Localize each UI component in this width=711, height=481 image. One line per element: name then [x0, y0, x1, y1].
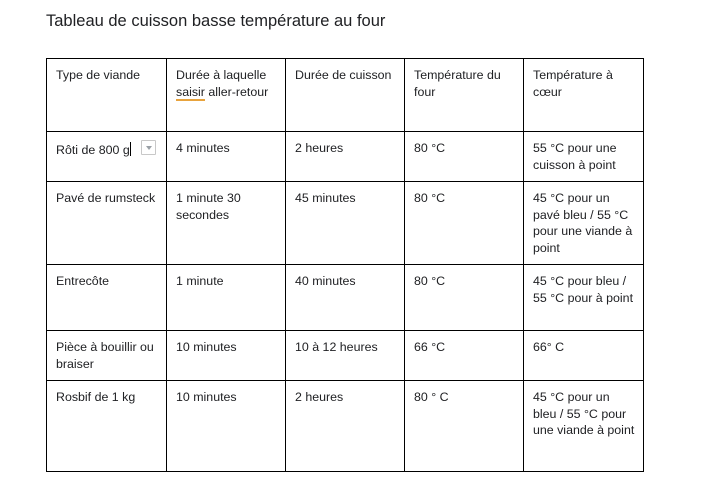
cell-meat-type[interactable] [47, 182, 167, 265]
column-header-cooking-duration[interactable] [286, 59, 405, 132]
cell-sear-duration[interactable] [167, 182, 286, 265]
sear-duration-value: 4 minutes [176, 141, 230, 155]
cell-oven-temperature[interactable] [405, 265, 524, 331]
cell-sear-duration[interactable] [167, 265, 286, 331]
oven-temperature-value: 80 °C [414, 191, 446, 205]
core-temperature-value: 55 °C pour une cuisson à point [533, 141, 617, 172]
header-label: Température du four [414, 68, 501, 99]
core-temperature-value: 45 °C pour bleu / 55 °C pour à point [533, 274, 634, 305]
table-row [47, 132, 644, 182]
table-header-row [47, 59, 644, 132]
page-title: Tableau de cuisson basse température au four [46, 12, 386, 30]
cooking-duration-value: 2 heures [295, 390, 344, 404]
table-row [47, 182, 644, 265]
cell-meat-type[interactable] [47, 381, 167, 472]
meat-type-value: Entrecôte [56, 274, 110, 288]
cell-oven-temperature[interactable] [405, 182, 524, 265]
cell-sear-duration[interactable] [167, 381, 286, 472]
core-temperature-value: 45 °C pour un pavé bleu / 55 °C pour une viande à point [533, 191, 633, 255]
cell-cooking-duration[interactable] [286, 265, 405, 331]
core-temperature-value: 45 °C pour un bleu / 55 °C pour une viande à point [533, 390, 635, 437]
cooking-table [46, 58, 644, 472]
cell-cooking-duration[interactable] [286, 381, 405, 472]
meat-type-value: Rosbif de 1 kg [56, 390, 136, 404]
cooking-duration-value: 10 à 12 heures [295, 340, 378, 354]
cell-oven-temperature[interactable] [405, 331, 524, 381]
cell-sear-duration[interactable] [167, 132, 286, 182]
core-temperature-value: 66° C [533, 340, 565, 354]
cooking-duration-value: 45 minutes [295, 191, 356, 205]
sear-duration-value: 1 minute [176, 274, 224, 288]
cell-meat-type[interactable] [47, 331, 167, 381]
cell-meat-type[interactable] [47, 132, 167, 182]
cooking-table-container [46, 58, 643, 472]
cooking-duration-value: 2 heures [295, 141, 344, 155]
cell-core-temperature[interactable] [524, 331, 644, 381]
cell-cooking-duration[interactable] [286, 132, 405, 182]
header-label: Durée de cuisson [295, 68, 392, 82]
meat-type-value: Pièce à bouillir ou braiser [56, 340, 154, 371]
grammar-flagged-word[interactable]: saisir [176, 84, 205, 99]
oven-temperature-value: 66 °C [414, 340, 446, 354]
header-label-part1: Durée à laquelle [176, 68, 267, 82]
oven-temperature-value: 80 °C [414, 141, 446, 155]
cell-oven-temperature[interactable] [405, 132, 524, 182]
cell-cooking-duration[interactable] [286, 182, 405, 265]
cell-sear-duration[interactable] [167, 331, 286, 381]
sear-duration-value: 1 minute 30 secondes [176, 191, 241, 222]
table-row [47, 265, 644, 331]
header-label: Température à cœur [533, 68, 613, 99]
column-header-meat-type[interactable] [47, 59, 167, 132]
sear-duration-value: 10 minutes [176, 340, 237, 354]
oven-temperature-value: 80 ° C [414, 390, 449, 404]
header-label: Type de viande [56, 68, 141, 82]
cell-oven-temperature[interactable] [405, 381, 524, 472]
cell-core-temperature[interactable] [524, 265, 644, 331]
cell-meat-type[interactable] [47, 265, 167, 331]
text-caret [130, 142, 132, 156]
cell-core-temperature[interactable] [524, 381, 644, 472]
oven-temperature-value: 80 °C [414, 274, 446, 288]
cell-core-temperature[interactable] [524, 132, 644, 182]
meat-type-value: Pavé de rumsteck [56, 191, 156, 205]
cell-cooking-duration[interactable] [286, 331, 405, 381]
column-header-oven-temperature[interactable] [405, 59, 524, 132]
column-header-sear-duration[interactable] [167, 59, 286, 132]
meat-type-value: Rôti de 800 g [56, 143, 130, 157]
table-row [47, 331, 644, 381]
cell-core-temperature[interactable] [524, 182, 644, 265]
sear-duration-value: 10 minutes [176, 390, 237, 404]
header-label-part2: aller-retour [204, 84, 269, 99]
cooking-duration-value: 40 minutes [295, 274, 356, 288]
table-row [47, 381, 644, 472]
chevron-down-icon[interactable] [141, 140, 156, 155]
column-header-core-temperature[interactable] [524, 59, 644, 132]
